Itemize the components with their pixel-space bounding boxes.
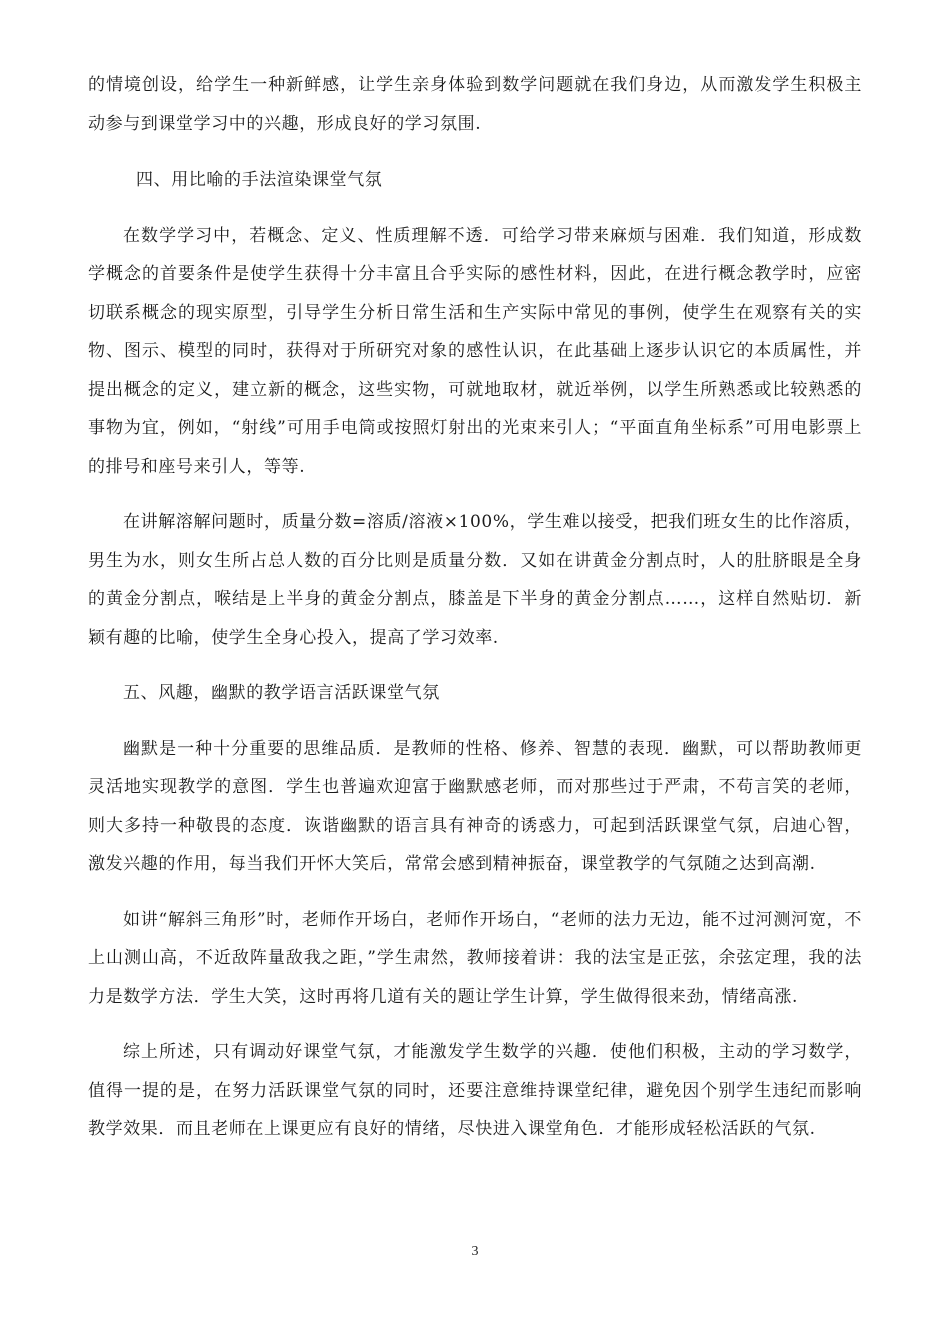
- paragraph-humor: 幽默是一种十分重要的思维品质．是教师的性格、修养、智慧的表现．幽默，可以帮助教师更灵活地实现教学的意图．学生也普遍欢迎富于幽默感老师，而对那些过于严肃，不苟言笑的老师，则大多持一种敬畏的态度．诙谐幽默的语言具有神奇的诱惑力，可起到活跃课堂气氛，启迪心智，激发兴趣的作用，每当我们开怀大笑后，常常会感到精神振奋，课堂教学的气氛随之达到高潮.: [88, 738, 862, 874]
- paragraph-triangle-example: 如讲“解斜三角形”时，老师作开场白，老师作开场白，“老师的法力无边，能不过河测河宽，不上山测山高，不近敌阵量敌我之距，”学生肃然，教师接着讲：我的法宝是正弦，余弦定理，我的法力是数学方法．学生大笑，这时再将几道有关的题让学生计算，学生做得很来劲，情绪高涨.: [88, 909, 862, 1007]
- paragraph-metaphor-examples: 在讲解溶解问题时，质量分数=溶质/溶液×100%，学生难以接受，把我们班女生的比作溶质，男生为水，则女生所占总人数的百分比则是质量分数．又如在讲黄金分割点时，人的肚脐眼是全身的黄金分割点，喉结是上半身的黄金分割点，膝盖是下半身的黄金分割点……，这样自然贴切．新颖有趣的比喻，使学生全身心投入，提高了学习效率.: [88, 512, 862, 648]
- section-heading-4: 四、用比喻的手法渲染课堂气氛: [136, 170, 383, 190]
- document-body: [88, 66, 862, 1149]
- paragraph-concept-teaching: 在数学学习中，若概念、定义、性质理解不透．可给学习带来麻烦与困难．我们知道，形成数学概念的首要条件是使学生获得十分丰富且合乎实际的感性材料，因此，在进行概念教学时，应密切联系概念的现实原型，引导学生分析日常生活和生产实际中常见的事例，使学生在观察有关的实物、图示、模型的同时，获得对于所研究对象的感性认识，在此基础上逐步认识它的本质属性，并提出概念的定义，建立新的概念，这些实物，可就地取材，就近举例，以学生所熟悉或比较熟悉的事物为宜，例如，“射线”可用手电筒或按照灯射出的光束来引人；“平面直角坐标系”可用电影票上的排号和座号来引人，等等.: [88, 225, 862, 477]
- paragraph-continuation: 的情境创设，给学生一种新鲜感，让学生亲身体验到数学问题就在我们身边，从而激发学生积极主动参与到课堂学习中的兴趣，形成良好的学习氛围.: [88, 75, 862, 134]
- page-number: 3: [471, 1244, 479, 1259]
- paragraph-conclusion: 综上所述，只有调动好课堂气氛，才能激发学生数学的兴趣．使他们积极，主动的学习数学，值得一提的是，在努力活跃课堂气氛的同时，还要注意维持课堂纪律，避免因个别学生违纪而影响教学效果．而且老师在上课更应有良好的情绪，尽快进入课堂角色．才能形成轻松活跃的气氛.: [88, 1042, 862, 1139]
- section-heading-5: 五、风趣，幽默的教学语言活跃课堂气氛: [123, 683, 440, 703]
